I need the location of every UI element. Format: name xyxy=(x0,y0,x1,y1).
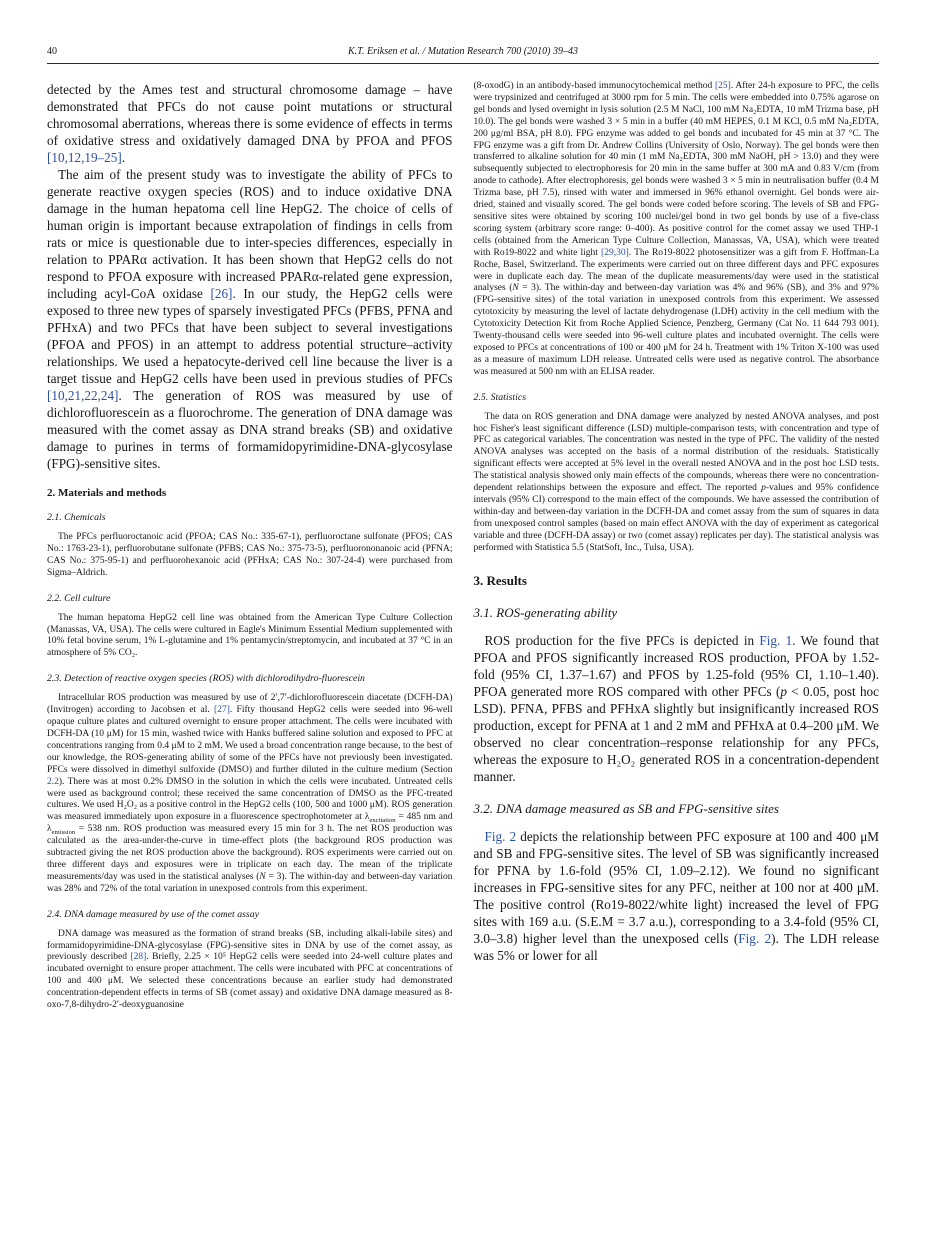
comet-assay-paragraph xyxy=(47,929,453,1012)
statistics-paragraph xyxy=(474,412,880,555)
page-header xyxy=(47,46,879,60)
citation-link[interactable]: Fig. 2 xyxy=(484,828,517,844)
citation-link[interactable]: [28] xyxy=(130,952,147,963)
text-run: p xyxy=(761,483,766,494)
header-rule xyxy=(47,63,879,64)
subsection-heading-statistics xyxy=(474,392,880,403)
text-run: . We found that PFOA and PFOS significantly increased ROS production, PFOA by 1.52-fold (95% CI, 1.37–1.67) and PFOS by 1.25-fold (95% CI, 1.10–1.40). PFOA generated more ROS compared with other PFCs ( xyxy=(473,632,879,699)
text-run: (8-oxodG) in an antibody-based immunocytochemical method xyxy=(473,81,715,91)
ros-detection-paragraph xyxy=(47,693,453,895)
text-run: = 3). The within-day and between-day variation was 4% and 96% (SB), and 3% and 97% (FPG-sensitive sites) of the total variation in unexposed controls from this experiment. We assessed cytotoxicity by measuring the level of lactate dehydrogenase (LDH) activity in the cell medium with the Cytotoxicity Detection Kit from Roche Applied Science, Penzberg, Germany (Cat No. 11 644 793 001). Twenty-thousand cells were seeded into 96-well culture plates and incubated overnight. The cells were exposed to PFCs at concentrations of 100 or 400 μM for 24 h. Treatment with 1% Triton X-100 was used as a measure of maximum LDH release. Untreated cells were used as negative control. The absorbance was measured at 500 nm with an ELISA reader. xyxy=(473,283,879,377)
text-run: The human hepatoma HepG2 cell line was obtained from the American Type Culture Collection (Manassas, VA, USA). The cells were cultured in Eagle's Minimum Essential Medium supplemented with 10% fetal bovine serum, 1% L-glutamine and 1% pentamycin/streptomycin, and incubated at 37 °C in an atmosphere of 5% CO₂. xyxy=(47,612,453,659)
text-run: 2. Materials and methods xyxy=(47,487,167,499)
text-run: The data on ROS generation and DNA damage were analyzed by nested ANOVA analyses, and post hoc Fisher's least significant difference (LSD) multiple-comparison tests, with concentration and type of PFC as categorical variables. The concentration was nested in the type of PFC. The validity of the nested ANOVA analyses was accepted on the basis of a normal distribution of the residuals. Statistically significant effects were accepted at 5% level in the overall nested ANOVA and in the post hoc LSD tests. The statistical analysis showed only main effects of the compounds, whereas there were no concentration-dependent relationships between the exposure and effect. The reported xyxy=(473,411,879,494)
text-run: = 538 nm. ROS production was measured every 15 min for 3 h. The net ROS production was calculated as the area-under-the-curve in time-effect plots (the background ROS production was subtracted giving the net ROS production above the background). ROS experiments were carried out on three different days and exposures were in triplicate on each day. The mean of the triplicate measurements/day was used in the statistical analyses ( xyxy=(47,824,453,882)
ros-results-paragraph xyxy=(474,632,880,785)
text-run: -values and 95% confidence intervals (95% CI) correspond to the main effect of the compounds. We have assessed the contribution of within-day and between-day variation in the DCFH-DA and comet assay from the sum of squares in data from unexposed control samples (based on main effect ANOVA with the day of experiment as categorical variable and three (DCFH-DA assay) or two (comet assay) replicates per day). The statistical analysis was performed with Statistica 5.5 (StatSoft, Inc., Tulsa, USA). xyxy=(473,483,880,553)
text-run: . The generation of ROS was measured by use of dichlorofluorescein as a fluorochrome. The generation of DNA damage was measured with the comet assay as DNA strand breaks (SB) and oxidative damage to purines in terms of formamidopyrimidine-DNA-glycosylase (FPG)-sensitive sites. xyxy=(47,388,453,471)
text-run: . The Ro19-8022 photosensitizer was a gift from F. Hoffman-La Roche, Basel, Switzerland. The experiments were carried out on three different days and PFC exposures were in duplicate each day. The mean of the duplicate measurements/day were used in the statistical analyses ( xyxy=(473,247,879,294)
text-run: 2.4. DNA damage measured by use of the comet assay xyxy=(47,908,259,920)
right-column xyxy=(474,81,880,1012)
text-run: DNA damage was measured as the formation of strand breaks (SB, including alkali-labile sites) and formamidopyrimidine-DNA-glycosylase (FPG)-sensitive sites in DNA by use of the comet assay, as previously described xyxy=(47,928,453,963)
citation-link[interactable]: [25] xyxy=(714,81,731,91)
text-run: 3. Results xyxy=(473,572,527,588)
text-run: ). There was at most 0.2% DMSO in the solution in which the cells were incubated. Untreated cells were used as background control; these received the same concentration of DMSO as the PFC-treated cultures. We used H₂O₂ as a positive control in the HepG2 cells (100, 500 and 1000 μM). ROS generation was measured immediately upon exposure in a fluorescence spectrophotometer at λ xyxy=(47,776,453,823)
two-column-body xyxy=(47,81,879,1012)
running-head: K.T. Eriksen et al. / Mutation Research 700 (2010) 39–43 xyxy=(348,46,578,57)
text-run: 2.2. Cell culture xyxy=(47,592,111,604)
text-run: . Briefly, 2.25 × 10⁵ HepG2 cells were seeded into 24-well culture plates and incubated overnight to ensure proper attachment. The cells were incubated with PFC at concentrations of 100 and 400 μM. We selected these concentrations because an earlier study had demonstrated concentration-dependent effects in terms of SB (comet assay) and oxidative DNA damage measured as 8-oxo-7,8-dihydro-2′-deoxyguanosine xyxy=(47,952,453,1011)
citation-link[interactable]: Fig. 1 xyxy=(759,632,793,648)
chemicals-paragraph xyxy=(47,532,453,580)
text-run: . Fifty thousand HepG2 cells were seeded into 96-well opaque culture plates and cultured overnight to ensure proper attachment. The cells were incubated with DCFH-DA (10 μM) for 15 min, washed twice with Hanks buffered saline solution and exposed to PFC at concentrations ranging from 0.4 μM to 2 mM. We used a broad concentration range because, to the best of our knowledge, the ROS-generating ability of some of the PFCs have not previously been investigated. PFCs were dissolved in dimethyl sulfoxide (DMSO) and further diluted in the culture medium (Section xyxy=(47,705,453,775)
text-run: . After 24-h exposure to PFC, the cells were trypsinized and centrifuged at 3000 rpm for 5 min. The cells were embedded into 0.75% agarose on gel bonds and lysed overnight in lysis solution (2.5 M NaCl, 100 mM Na₂EDTA, 10 mM Trizma base, pH 10.0). The gel bonds were washed 3 × 5 min in a buffer (40 mM HEPES, 0.1 M KCl, 0.5 mM Na₂EDTA, 200 μg/ml BSA, pH 8.0). FPG enzyme was added to gel bonds and incubated for 45 min at 37 °C. The FPG enzyme was a gift from Dr. Andrew Collins (University of Oslo, Norway). The gel bonds were then transferred to alkaline solution for 40 min (1 mM Na₂EDTA, 300 mM NaOH, pH > 13.0) and they were subsequently subjected to electrophoresis for 20 min in the same buffer at 300 mA and 0.83 V/cm (from anode to cathode). After electrophoresis, gel bonds were washed 3 × 5 min in neutralisation buffer (0.4 M Trizma base, pH 7.5), rinsed with water and immersed in 96% ethanol overnight. Gel bonds were air-dried, stained and visually scored. The gel bonds were coded before scoring. The levels of SB and FPG-sensitive sites were obtained by scoring 100 nuclei/gel bond in two gel bonds by use of a five-class scoring system (arbitrary score range: 0–400). As positive control for the comet assay we used THP-1 cells (obtained from the American Type Culture Collection, Manassas, VA, USA), which were treated with Ro19-8022 and white light xyxy=(473,81,879,258)
subscript-text: emission xyxy=(51,829,76,837)
subsection-heading-ros-ability xyxy=(474,605,880,621)
text-run: 3.1. ROS-generating ability xyxy=(473,604,618,620)
subsection-heading-dna-damage xyxy=(474,801,880,817)
intro-continuation-paragraph xyxy=(47,81,453,166)
subsection-heading-comet-assay xyxy=(47,909,453,920)
subscript-text: excitation xyxy=(369,817,396,825)
citation-link[interactable]: [26] xyxy=(210,286,233,301)
text-run: N xyxy=(259,871,266,882)
citation-link[interactable]: [10,21,22,24] xyxy=(47,388,119,403)
subsection-heading-ros-detection xyxy=(47,673,453,684)
subsection-heading-cell-culture xyxy=(47,593,453,604)
text-run: p xyxy=(780,683,787,699)
citation-link[interactable]: 2.2 xyxy=(47,776,59,787)
citation-link[interactable]: [27] xyxy=(214,705,230,716)
text-run: < 0.05, post hoc LSD). PFNA, PFBS and PFHxA slightly but insignificantly increased ROS production, except for PFNA at 1 and 2 mM and PFHxA at 0.4–200 μM. We observed no clear concentration–response relationship for any PFCs, whereas the exposure to H₂O₂ generated ROS in a concentration-dependent manner. xyxy=(473,683,879,784)
comet-assay-continuation-paragraph xyxy=(474,81,880,379)
dna-damage-results-paragraph xyxy=(474,828,880,964)
text-run: 2.1. Chemicals xyxy=(47,512,106,523)
text-run: depicts the relationship between PFC exposure at 100 and 400 μM and SB and FPG-sensitive sites. The level of SB was significantly increased for PFNA by 1.6-fold (95% CI, 1.09–2.12). We found no significant increases in FPG-sensitive sites for any PFC, neither at 100 nor at 400 μM. The positive control (Ro19-8022/white light) increased the level of FPG sites with 169 a.u. (S.E.M = 3.7 a.u.), corresponding to a 3.4-fold (95% CI, 3.0–3.8) higher level than the unexposed cells ( xyxy=(473,828,880,946)
section-heading-materials-methods xyxy=(47,487,453,499)
section-heading-results xyxy=(474,573,880,589)
text-run: . xyxy=(121,150,126,165)
text-run: ). The LDH release was 5% or lower for all xyxy=(473,930,880,963)
left-column xyxy=(47,81,453,1012)
text-run: = 485 nm and λ xyxy=(47,812,453,835)
text-run: N xyxy=(512,283,519,294)
text-run: . In our study, the HepG2 cells were exposed to three new types of sparsely investigated PFCs (PFBS, PFNA and PFHxA) and two PFCs that have been subject to several investigations (PFOA and PFOS) in an attempt to address potential structure–activity relationships. We used a hepatocyte-derived cell line because the liver is a target tissue and HepG2 cells have been used in previous studies of PFCs xyxy=(47,286,453,386)
text-run: 2.3. Detection of reactive oxygen species (ROS) with dichlorodihydro-fluorescein xyxy=(47,673,365,685)
text-run: The PFCs perfluoroctanoic acid (PFOA; CAS No.: 335-67-1), perfluoroctane sulfonate (PFOS; CAS No.: 1763-23-1), perfluorobutane sulfonate (PFBS; CAS No.: 375-73-5), perfluorononanoic acid (PFNA; CAS No.: 375-95-1) and perfluorohexanoic acid (PFHxA; CAS No.: 307-24-4) were purchased from Sigma–Aldrich. xyxy=(47,532,453,578)
subsection-heading-chemicals xyxy=(47,512,453,523)
text-run: 2.5. Statistics xyxy=(473,391,527,403)
citation-link[interactable]: [29,30] xyxy=(601,247,629,258)
citation-link[interactable]: Fig. 2 xyxy=(738,930,772,946)
text-run: ROS production for the five PFCs is depicted in xyxy=(484,632,760,648)
text-run: The aim of the present study was to investigate the ability of PFCs to generate reactive oxygen species (ROS) and to induce oxidative DNA damage in the human hepatoma cell line HepG2. The choice of cells of human origin is important because extrapolation of findings in cells from rats or mice is questionable due to inter-species differences, especially in relation to PPARα activation. It has been shown that HepG2 cells do not respond to PFOA exposure with increased PPARα-related gene expression, including acyl-CoA oxidase xyxy=(47,167,453,301)
page-number: 40 xyxy=(47,46,57,57)
text-run: detected by the Ames test and structural chromosome damage – have demonstrated that PFCs do not cause point mutations or structural chromosomal aberrations, whereas there is some evidence of effects in terms of oxidative stress and oxidatively damaged DNA by PFOA and PFOS xyxy=(47,82,453,148)
text-run: = 3). The within-day and between-day variation was 28% and 72% of the total variation in unexposed controls from this experiment. xyxy=(47,871,453,894)
aim-paragraph xyxy=(47,166,453,472)
text-run: 3.2. DNA damage measured as SB and FPG-sensitive sites xyxy=(473,800,779,816)
citation-link[interactable]: [10,12,19–25] xyxy=(47,150,122,165)
text-run: Intracellular ROS production was measured by use of 2′,7′-dichlorofluorescein diacetate (DCFH-DA) (Invitrogen) according to Jacobsen et al. xyxy=(47,693,453,716)
cell-culture-paragraph xyxy=(47,613,453,661)
